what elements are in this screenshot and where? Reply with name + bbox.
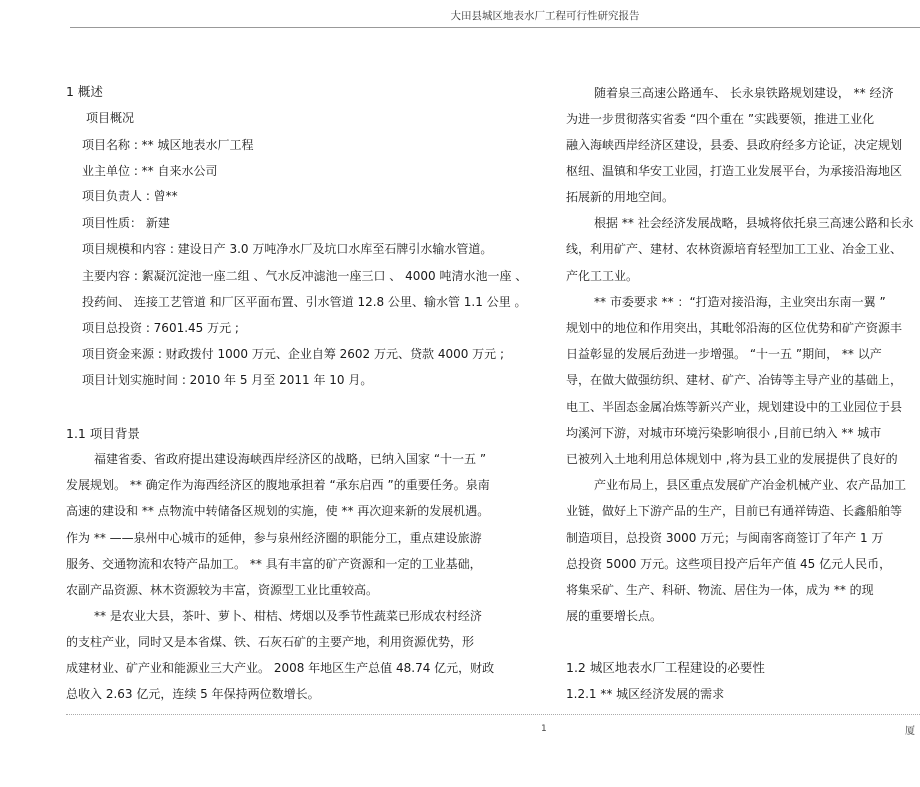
paragraph-line: 日益彰显的发展后劲进一步增强。 “十一五 ”期间， ** 以产 (566, 347, 882, 361)
paragraph-line: 的支柱产业，同时又是本省煤、铁、石灰石矿的主要产地，利用资源优势，形 (66, 635, 475, 649)
paragraph-line: ** 是农业大县，茶叶、萝卜、柑桔、烤烟以及季节性蔬菜已形成农村经济 (94, 609, 482, 623)
paragraph-line: 福建省委、省政府提出建设海峡西岸经济区的战略，已纳入国家 “十一五 ” (94, 452, 487, 466)
paragraph-line: 制造项目，总投资 3000 万元；与闽南客商签订了年产 1 万 (566, 531, 884, 545)
paragraph-line: 电工、半固态金属冶炼等新兴产业，规划建设中的工业园位于县 (566, 400, 903, 414)
subheading-project-overview: 项目概况 (86, 111, 135, 125)
footer-right-text: 厦 (905, 726, 915, 737)
paragraph-line: 规划中的地位和作用突出，其毗邻沿海的区位优势和矿产资源丰 (566, 321, 903, 335)
paragraph-line: 为进一步贯彻落实省委 “四个重在 ”实践要领，推进工业化 (566, 112, 875, 126)
paragraph-line: 线，利用矿产、建材、农林资源培育轻型加工工业、冶金工业、 (566, 242, 903, 256)
paragraph-line: 枢纽、温镇和华安工业园，打造工业发展平台，为承接沿海地区 (566, 164, 903, 178)
funding-source-line: 项目资金来源 : 财政拨付 1000 万元、企业自筹 2602 万元、贷款 4000 万元 ; (82, 347, 505, 361)
paragraph-line: 根据 ** 社会经济发展战略，县城将依托泉三高速公路和长永 (594, 216, 914, 230)
right-column (566, 0, 920, 714)
total-investment-line: 项目总投资 : 7601.45 万元 ; (82, 321, 239, 335)
main-content-line: 主要内容 : 絮凝沉淀池一座二组 、气水反冲滤池一座三口 、 4000 吨清水池一座 、 (82, 269, 528, 283)
schedule-line: 项目计划实施时间 : 2010 年 5 月至 2011 年 10 月。 (82, 373, 373, 387)
paragraph-line: 成建材业、矿产业和能源业三大产业。 2008 年地区生产总值 48.74 亿元，财政 (66, 661, 495, 675)
section-heading-overview: 1 概述 (66, 84, 103, 99)
paragraph-line: 拓展新的用地空间。 (566, 190, 675, 204)
project-scale-line: 项目规模和内容 : 建设日产 3.0 万吨净水厂及坑口水库至石牌引水输水管道。 (82, 242, 493, 256)
paragraph-line: 展的重要增长点。 (566, 609, 663, 623)
project-name-line: 项目名称 : ** 城区地表水厂工程 (82, 138, 254, 152)
owner-line: 业主单位 : ** 自来水公司 (82, 164, 218, 178)
paragraph-line: 产化工工业。 (566, 269, 639, 283)
paragraph-line: 服务、交通物流和农特产品加工。 ** 具有丰富的矿产资源和一定的工业基础， (66, 557, 482, 571)
main-content-continued-line: 投药间、 连接工艺管道 和厂区平面布置、引水管道 12.8 公里、输水管 1.1 公里 。 (82, 295, 527, 309)
paragraph-line: 农副产品资源、林木资源较为丰富，资源型工业比重较高。 (66, 583, 379, 597)
paragraph-line: ** 市委要求 ** ：“打造对接沿海，主业突出东南一翼 ” (594, 295, 886, 309)
paragraph-line: 已被列入土地利用总体规划中 ,将为县工业的发展提供了良好的 (566, 452, 898, 466)
page-header-title: 大田县城区地表水厂工程可行性研究报告 (450, 10, 640, 22)
paragraph-line: 总投资 5000 万元。这些项目投产后年产值 45 亿元人民币， (566, 557, 892, 571)
section-heading-background: 1.1 项目背景 (66, 426, 140, 441)
footer-rule (66, 714, 920, 715)
paragraph-line: 业链，做好上下游产品的生产，目前已有通祥铸造、长鑫船舶等 (566, 504, 903, 518)
paragraph-line: 将集采矿、生产、科研、物流、居住为一体，成为 ** 的现 (566, 583, 874, 597)
paragraph-line: 高速的建设和 ** 点物流中转储备区规划的实施，使 ** 再次迎来新的发展机遇。 (66, 504, 490, 518)
paragraph-line: 发展规划。 ** 确定作为海西经济区的腹地承担着 “承东启西 ”的重要任务。泉南 (66, 478, 490, 492)
paragraph-line: 导，在做大做强纺织、建材、矿产、冶铸等主导产业的基础上， (566, 373, 903, 387)
paragraph-line: 随着泉三高速公路通车、 长永泉铁路规划建设， ** 经济 (594, 86, 894, 100)
subsection-heading-economic-demand: 1.2.1 ** 城区经济发展的需求 (566, 687, 725, 701)
paragraph-line: 融入海峡西岸经济区建设，县委、县政府经多方论证，决定规划 (566, 138, 903, 152)
paragraph-line: 作为 ** ——泉州中心城市的延伸，参与泉州经济圈的职能分工，重点建设旅游 (66, 531, 482, 545)
paragraph-line: 总收入 2.63 亿元，连续 5 年保持两位数增长。 (66, 687, 320, 701)
section-heading-necessity: 1.2 城区地表水厂工程建设的必要性 (566, 660, 765, 675)
paragraph-line: 均溪河下游，对城市环境污染影响很小 ,目前已纳入 ** 城市 (566, 426, 882, 440)
project-nature-line: 项目性质： 新建 (82, 216, 170, 230)
page-number: 1 (541, 724, 547, 734)
paragraph-line: 产业布局上，县区重点发展矿产冶金机械产业、农产品加工 (594, 478, 907, 492)
project-lead-line: 项目负责人 : 曾** (82, 189, 178, 203)
